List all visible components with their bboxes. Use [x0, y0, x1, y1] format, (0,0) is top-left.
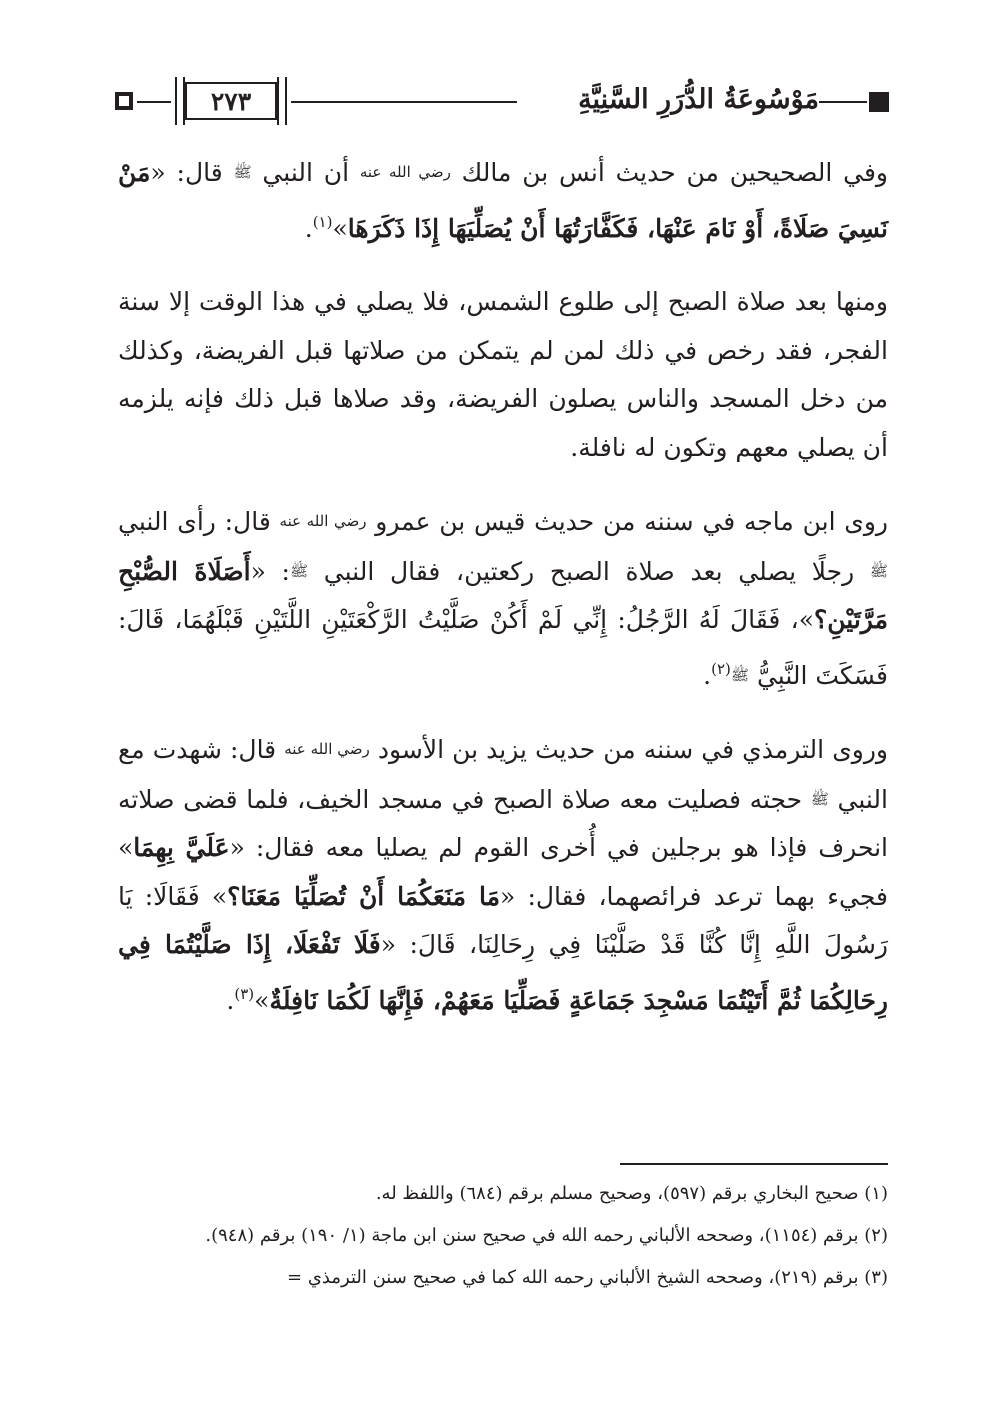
- honorific: ﷺ: [289, 561, 309, 580]
- text-run: قال: شهدت مع النبي: [118, 735, 888, 814]
- footnote: (٢) برقم (١١٥٤)، وصححه الألباني رحمه الله في صحيح سنن ابن ماجة (١/ ١٩٠) برقم (٩٤٨).: [205, 1225, 888, 1246]
- hadith-quote: مَنْ نَسِيَ صَلَاةً، أَوْ نَامَ عَنْهَا، فَكَفَّارَتُهَا أَنْ يُصَلِّيَهَا إِذَا ذَكَرَهَا: [118, 158, 888, 243]
- hadith-quote: فَلَا تَفْعَلَا، إِذَا صَلَّيْتُمَا فِي رِحَالِكُمَا ثُمَّ أَتَيْتُمَا مَسْجِدَ جَمَاعَةٍ فَصَلِّيَا مَعَهُمْ، فَإِنَّهَا لَكُمَا نَافِلَةٌ: [118, 930, 888, 1015]
- body-paragraph: [118, 497, 888, 700]
- honorific: ﷺ: [233, 163, 252, 181]
- honorific: رضي الله عنه: [359, 163, 451, 181]
- honorific: ﷺ: [869, 561, 888, 580]
- text-run: »: [332, 213, 348, 243]
- text-run: أن النبي: [251, 158, 360, 187]
- text-run: قال: رأى النبي: [118, 507, 280, 536]
- header-rule-left: [137, 101, 171, 103]
- text-run: حجته فصليت معه صلاة الصبح في مسجد الخيف، فلما قضى صلاته انحرف فإذا هو برجلين في أُخرى القوم لم يصليا معه فقال: «: [118, 784, 888, 862]
- hadith-quote: أَصَلَاةَ الصُّبْحِ مَرَّتَيْنِ؟: [118, 556, 888, 634]
- footnotes: [90, 1177, 888, 1303]
- text-run: روى ابن ماجه في سننه من حديث قيس بن عمرو: [366, 507, 888, 536]
- main-text: [118, 148, 888, 1025]
- honorific: ﷺ: [730, 665, 749, 684]
- footnote-ref: (٢): [711, 659, 731, 678]
- header-right-square: [869, 92, 889, 112]
- text-run: » فَقَالَا: يَا رَسُولَ اللَّهِ إِنَّا كُنَّا قَدْ صَلَّيْنَا فِي رِحَالِنَا، قَالَ: «: [118, 881, 888, 959]
- text-run: وروى الترمذي في سننه من حديث يزيد بن الأسود: [369, 735, 888, 764]
- body-paragraph: [118, 148, 888, 253]
- text-run: قال: «: [150, 158, 234, 187]
- text-run: .: [304, 213, 313, 243]
- text-run: : «: [250, 556, 290, 586]
- footnote: (٣) برقم (٢١٩)، وصححه الشيخ الألباني رحمه الله كما في صحيح سنن الترمذي =: [287, 1267, 888, 1288]
- text-run: » فجيء بهما ترعد فرائصهما، فقال: «: [118, 833, 888, 911]
- page-number: ٢٧٣: [185, 82, 277, 120]
- header-rule-middle: [291, 101, 517, 103]
- footnote-ref: (١): [312, 212, 333, 231]
- header-left-square: [115, 92, 133, 110]
- text-run: ومنها بعد صلاة الصبح إلى طلوع الشمس، فلا يصلي في هذا الوقت إلا سنة الفجر، فقد رخص في ذلك لمن لم يتمكن من صلاتها قبل الفريضة، وكذلك من دخل المسجد والناس يصلون الفريضة، وقد صلاها قبل ذلك فإنه يلزمه أن يصلي معهم وتكون له نافلة.: [118, 287, 888, 462]
- honorific: رضي الله عنه: [284, 740, 370, 758]
- body-paragraph: [118, 278, 888, 472]
- hadith-quote: عَلَيَّ بِهِمَا: [133, 833, 230, 862]
- header-rule-right: [819, 101, 867, 103]
- text-run: وفي الصحيحين من حديث أنس بن مالك: [450, 158, 889, 187]
- text-run: »، فَقَالَ لَهُ الرَّجُلُ: إِنِّي لَمْ أَكُنْ صَلَّيْتُ الرَّكْعَتَيْنِ اللَّتَيْنِ قَبْلَهُمَا، قَالَ: فَسَكَتَ النَّبِيُّ: [118, 605, 888, 690]
- body-paragraph: [118, 725, 888, 1025]
- footnote-ref: (٣): [234, 984, 255, 1003]
- page-header: [115, 80, 889, 124]
- honorific: ﷺ: [810, 789, 829, 808]
- footnote-separator: [620, 1163, 888, 1165]
- text-run: .: [703, 660, 712, 690]
- honorific: رضي الله عنه: [279, 512, 367, 530]
- text-run: رجلًا يصلي بعد صلاة الصبح ركعتين، فقال النبي: [308, 556, 870, 586]
- text-run: .: [226, 985, 235, 1015]
- book-title: مَوْسُوعَةُ الدُّرَرِ السَّنِيَّةِ: [578, 84, 819, 115]
- text-run: »: [254, 985, 270, 1015]
- hadith-quote: مَا مَنَعَكُمَا أَنْ تُصَلِّيَا مَعَنَا؟: [227, 881, 500, 911]
- footnote: (١) صحيح البخاري برقم (٥٩٧)، وصحيح مسلم برقم (٦٨٤) واللفظ له.: [375, 1183, 888, 1204]
